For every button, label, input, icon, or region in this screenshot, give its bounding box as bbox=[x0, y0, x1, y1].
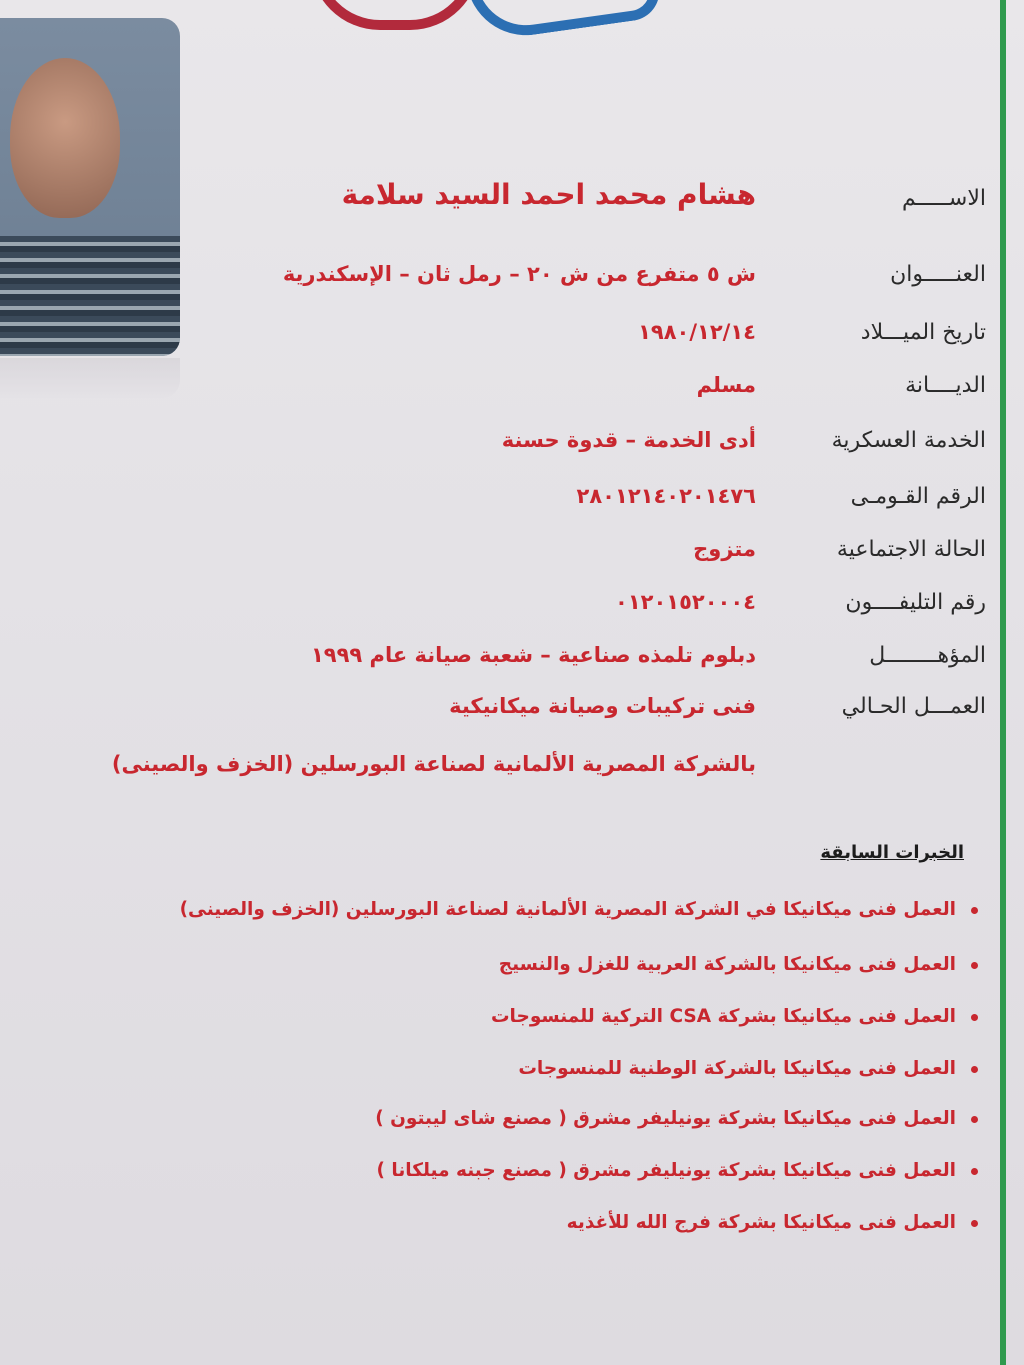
field-value: ١٩٨٠/١٢/١٤ bbox=[638, 320, 756, 344]
current-job-company: بالشركة المصرية الألمانية لصناعة البورسلين (الخزف والصينى) bbox=[111, 752, 756, 776]
field-label: المؤهــــــــل bbox=[869, 643, 986, 668]
experience-item bbox=[76, 1104, 956, 1134]
field-label: الحالة الاجتماعية bbox=[836, 537, 986, 562]
field-national-id bbox=[186, 484, 986, 528]
experience-item bbox=[76, 895, 956, 925]
field-birthdate bbox=[186, 320, 986, 364]
field-current-job bbox=[186, 694, 986, 738]
page-border-line bbox=[1000, 0, 1006, 1365]
field-marital-status bbox=[186, 537, 986, 581]
field-label: العنـــــوان bbox=[890, 262, 986, 287]
field-address bbox=[186, 262, 986, 306]
experience-item bbox=[76, 1054, 956, 1084]
field-value: فنى تركيبات وصيانة ميكانيكية bbox=[449, 694, 756, 718]
bullet-icon bbox=[971, 1168, 978, 1175]
bullet-icon bbox=[971, 1066, 978, 1073]
experience-text: العمل فنى ميكانيكا بشركة يونيليفر مشرق ( مصنع شاى ليبتون ) bbox=[375, 1108, 956, 1129]
field-value: مسلم bbox=[696, 373, 756, 397]
field-military bbox=[186, 428, 986, 472]
field-religion bbox=[186, 373, 986, 417]
field-value: أدى الخدمة – قدوة حسنة bbox=[501, 428, 756, 452]
experience-text: العمل فنى ميكانيكا بشركة CSA التركية للمنسوجات bbox=[490, 1006, 956, 1027]
field-label: الخدمة العسكرية bbox=[831, 428, 986, 453]
field-phone bbox=[186, 590, 986, 634]
experience-item bbox=[76, 1208, 956, 1238]
name-value: هشام محمد احمد السيد سلامة bbox=[341, 178, 756, 211]
field-label: الاســـــم bbox=[902, 186, 986, 211]
field-value: ٢٨٠١٢١٤٠٢٠١٤٧٦ bbox=[576, 484, 756, 508]
bullet-icon bbox=[971, 962, 978, 969]
field-value: ٠١٢٠١٥٢٠٠٠٤ bbox=[615, 590, 756, 614]
experience-text: العمل فنى ميكانيكا بالشركة الوطنية للمنسوجات bbox=[518, 1058, 956, 1079]
experience-text: العمل فنى ميكانيكا بالشركة العربية للغزل والنسيج bbox=[498, 954, 956, 975]
logo-decoration-blue bbox=[467, 0, 664, 43]
field-value: ش ٥ متفرع من ش ٢٠ – رمل ثان – الإسكندرية bbox=[282, 262, 756, 286]
experience-item bbox=[76, 1156, 956, 1186]
photo-face bbox=[10, 58, 120, 218]
field-label: الديــــانة bbox=[905, 373, 986, 398]
experience-item bbox=[76, 950, 956, 980]
field-label: تاريخ الميـــلاد bbox=[860, 320, 986, 345]
experience-text: العمل فنى ميكانيكا بشركة يونيليفر مشرق ( مصنع جبنه ميلكانا ) bbox=[376, 1160, 956, 1181]
bullet-icon bbox=[971, 1220, 978, 1227]
field-value: دبلوم تلمذه صناعية – شعبة صيانة عام ١٩٩٩ bbox=[310, 643, 756, 667]
photo-shirt bbox=[0, 236, 180, 356]
field-qualification bbox=[186, 643, 986, 687]
photo-reflection bbox=[0, 358, 180, 398]
experience-text: العمل فنى ميكانيكا في الشركة المصرية الألمانية لصناعة البورسلين (الخزف والصينى) bbox=[179, 899, 956, 920]
field-label: العمـــل الحـالي bbox=[841, 694, 986, 719]
logo-decoration-red bbox=[310, 0, 480, 30]
field-label: الرقم القـومـى bbox=[850, 484, 986, 509]
field-label: رقم التليفــــون bbox=[845, 590, 986, 615]
field-value: متزوج bbox=[693, 537, 756, 561]
profile-photo bbox=[0, 18, 180, 356]
experience-text: العمل فنى ميكانيكا بشركة فرج الله للأغذيه bbox=[566, 1212, 956, 1233]
bullet-icon bbox=[971, 907, 978, 914]
field-name bbox=[186, 178, 986, 222]
bullet-icon bbox=[971, 1116, 978, 1123]
experience-title: الخبرات السابقة bbox=[820, 842, 964, 863]
experience-item bbox=[76, 1002, 956, 1032]
field-current-job-company bbox=[111, 752, 986, 796]
bullet-icon bbox=[971, 1014, 978, 1021]
